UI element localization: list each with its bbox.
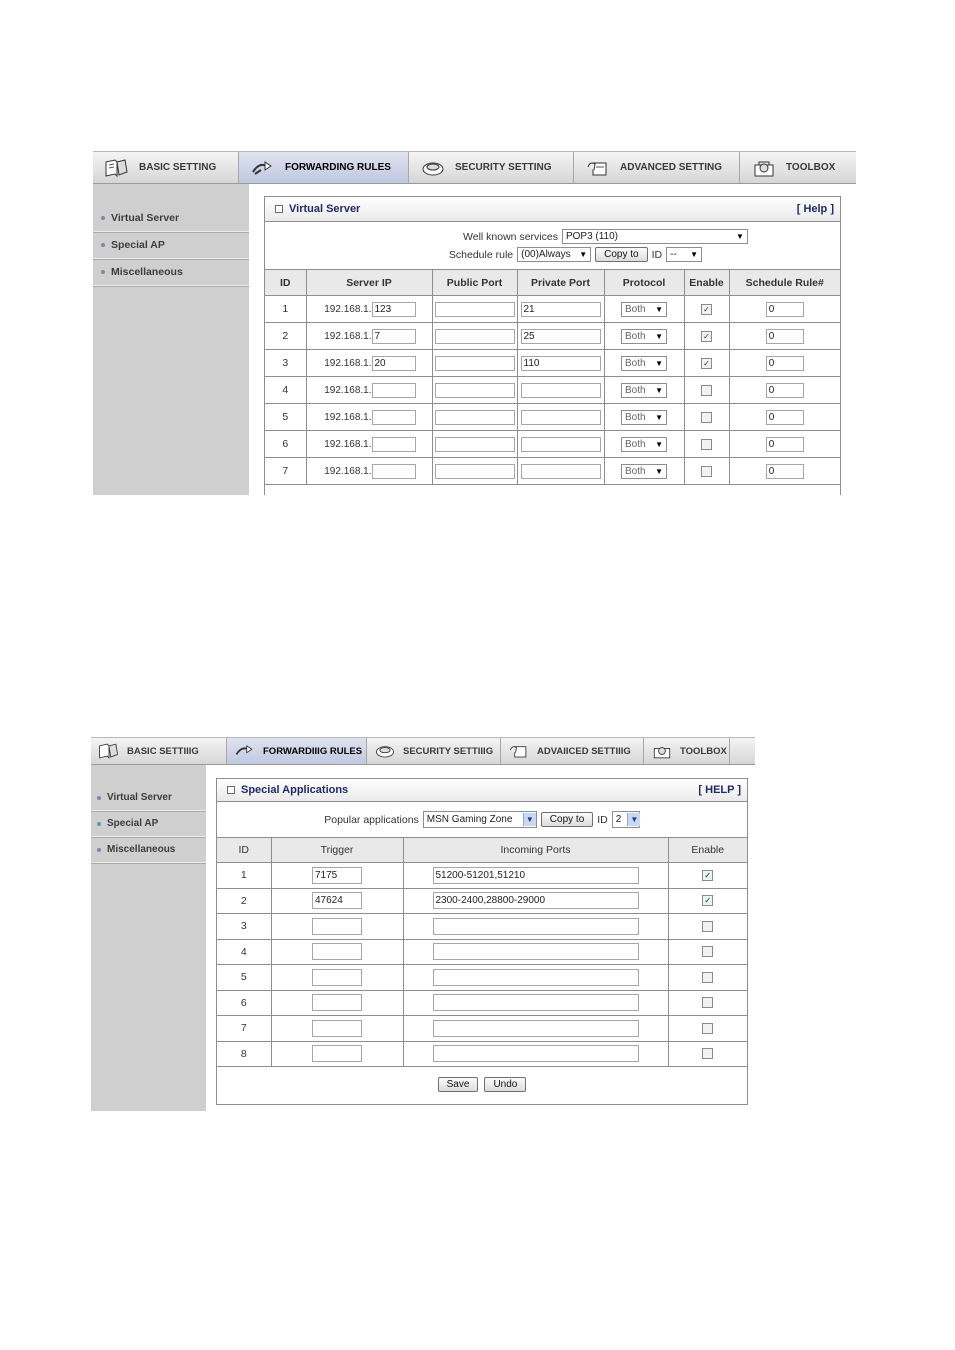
special-applications-screenshot: [91, 737, 755, 1111]
private-port-cell: [517, 296, 604, 323]
row-id: 2: [265, 323, 306, 350]
col-schedule-rule: Schedule Rule#: [729, 270, 840, 296]
row-id: 1: [217, 863, 271, 889]
enable-cell: [684, 431, 729, 458]
bullet-icon: [101, 243, 105, 247]
schedule-cell: [729, 458, 840, 485]
private-port-input[interactable]: [521, 410, 601, 425]
folder-hand-icon: [584, 158, 612, 178]
private-port-input[interactable]: 110: [521, 356, 601, 371]
trigger-cell: [271, 863, 403, 889]
book-icon: [97, 742, 121, 760]
tab-forwarding-rules[interactable]: [239, 152, 409, 183]
panel-header: [265, 197, 840, 222]
public-port-cell: [432, 458, 517, 485]
save-button[interactable]: Save: [438, 1077, 479, 1092]
protocol-cell: [604, 431, 684, 458]
enable-checkbox[interactable]: [702, 921, 713, 932]
enable-checkbox[interactable]: [701, 439, 712, 450]
server-ip-cell: [306, 377, 432, 404]
ip-prefix: 192.168.1.: [324, 330, 372, 342]
trigger-input[interactable]: [312, 994, 362, 1011]
dropdown-arrow-icon: ▼: [690, 250, 699, 259]
public-port-input[interactable]: [435, 464, 515, 479]
trigger-cell: [271, 1016, 403, 1042]
sidebar-item-special-ap[interactable]: [91, 811, 206, 837]
trigger-cell: [271, 1041, 403, 1067]
public-port-cell: [432, 296, 517, 323]
virtual-server-screenshot: [93, 151, 856, 495]
row-id: 5: [265, 404, 306, 431]
private-port-cell: [517, 377, 604, 404]
enable-checkbox[interactable]: [702, 895, 713, 906]
sidebar-item-special-ap[interactable]: [93, 232, 249, 259]
enable-cell: [668, 939, 747, 965]
panel-title-text: Virtual Server: [289, 203, 361, 215]
enable-cell: [684, 323, 729, 350]
select-value: Both: [625, 465, 646, 477]
well-known-services-select[interactable]: [562, 229, 748, 244]
tab-label: BASIC SETTIIIG: [127, 745, 199, 757]
tab-label: TOOLBOX: [680, 745, 727, 757]
dropdown-arrow-icon: ▼: [655, 412, 663, 422]
incoming-ports-cell: [403, 1016, 668, 1042]
incoming-ports-input[interactable]: [433, 1020, 639, 1037]
enable-cell: [668, 1041, 747, 1067]
tab-label: ADVANCED SETTING: [620, 162, 723, 173]
select-value: Both: [625, 357, 646, 369]
table-row: [217, 990, 747, 1016]
enable-checkbox[interactable]: [701, 304, 712, 315]
sidebar: [91, 765, 206, 1111]
schedule-cell: [729, 296, 840, 323]
row-id: 4: [217, 939, 271, 965]
server-ip-input[interactable]: [372, 437, 416, 452]
incoming-ports-input[interactable]: [433, 918, 639, 935]
enable-cell: [684, 458, 729, 485]
select-value: 2: [615, 814, 622, 825]
panel-title: [227, 784, 348, 796]
incoming-ports-cell: [403, 1041, 668, 1067]
sidebar-item-virtual-server[interactable]: [93, 205, 249, 232]
ip-prefix: 192.168.1.: [324, 357, 372, 369]
server-ip-cell: [306, 296, 432, 323]
private-port-input[interactable]: [521, 437, 601, 452]
enable-checkbox[interactable]: [701, 466, 712, 477]
enable-cell: [668, 1016, 747, 1042]
bullet-icon: [97, 822, 101, 826]
tab-toolbox[interactable]: [740, 152, 856, 183]
schedule-rule-input[interactable]: 0: [766, 329, 804, 344]
col-server-ip: Server IP: [306, 270, 432, 296]
arrow-plug-icon: [233, 742, 257, 760]
server-ip-cell: [306, 431, 432, 458]
copy-id-select[interactable]: [666, 247, 702, 262]
trigger-input[interactable]: [312, 969, 362, 986]
schedule-rule-input[interactable]: 0: [766, 410, 804, 425]
schedule-rule-input[interactable]: 0: [766, 356, 804, 371]
enable-cell: [684, 296, 729, 323]
private-port-input[interactable]: [521, 383, 601, 398]
bullet-icon: [97, 796, 101, 800]
col-protocol: Protocol: [604, 270, 684, 296]
tab-label: SECURITY SETTING: [455, 162, 552, 173]
schedule-cell: [729, 350, 840, 377]
public-port-input[interactable]: [435, 437, 515, 452]
server-ip-input[interactable]: [372, 464, 416, 479]
enable-checkbox[interactable]: [702, 972, 713, 983]
help-link[interactable]: [ HELP ]: [698, 784, 741, 796]
trigger-cell: [271, 888, 403, 914]
private-port-cell: [517, 350, 604, 377]
tab-toolbox[interactable]: [644, 738, 730, 764]
incoming-ports-cell: [403, 914, 668, 940]
protocol-select[interactable]: [621, 356, 667, 371]
square-icon: [275, 205, 283, 213]
square-icon: [227, 786, 235, 794]
select-value: Both: [625, 303, 646, 315]
trigger-cell: [271, 939, 403, 965]
gear-toolbox-icon: [750, 158, 778, 178]
incoming-ports-input[interactable]: [433, 994, 639, 1011]
dropdown-arrow-icon: ▼: [627, 813, 640, 826]
server-ip-input[interactable]: [372, 410, 416, 425]
trigger-input[interactable]: [312, 943, 362, 960]
public-port-cell: [432, 323, 517, 350]
public-port-input[interactable]: [435, 329, 515, 344]
enable-cell: [684, 377, 729, 404]
server-ip-input[interactable]: 123: [372, 302, 416, 317]
sidebar-item-label: Miscellaneous: [107, 844, 176, 855]
col-enable: Enable: [684, 270, 729, 296]
popular-apps-select[interactable]: [423, 811, 537, 828]
top-nav: [91, 737, 755, 765]
protocol-cell: [604, 458, 684, 485]
row-id: 6: [265, 431, 306, 458]
row-id: 3: [265, 350, 306, 377]
protocol-select[interactable]: [621, 437, 667, 452]
panel-header: [217, 779, 747, 802]
copy-id-select[interactable]: [612, 811, 640, 828]
public-port-cell: [432, 431, 517, 458]
protocol-cell: [604, 377, 684, 404]
private-port-cell: [517, 323, 604, 350]
tab-label: FORWARDIIIG RULES: [263, 745, 363, 757]
incoming-ports-input[interactable]: 51200-51201,51210: [433, 867, 639, 884]
protocol-cell: [604, 404, 684, 431]
table-row: [265, 377, 840, 404]
select-value: Both: [625, 438, 646, 450]
select-value: POP3 (110): [565, 231, 619, 242]
book-icon: [103, 158, 131, 178]
protocol-cell: [604, 296, 684, 323]
tab-security-setting[interactable]: [367, 738, 501, 764]
public-port-input[interactable]: [435, 302, 515, 317]
select-value: Both: [625, 330, 646, 342]
tab-label: FORWARDING RULES: [285, 162, 391, 173]
protocol-cell: [604, 350, 684, 377]
trigger-cell: [271, 990, 403, 1016]
id-label: ID: [651, 248, 663, 261]
dropdown-arrow-icon: ▼: [655, 304, 663, 314]
tab-basic-setting[interactable]: [91, 738, 227, 764]
enable-cell: [668, 888, 747, 914]
trigger-input[interactable]: [312, 918, 362, 935]
schedule-cell: [729, 377, 840, 404]
protocol-select[interactable]: [621, 464, 667, 479]
table-header-row: [217, 838, 747, 863]
trigger-input[interactable]: [312, 1045, 362, 1062]
public-port-input[interactable]: [435, 383, 515, 398]
private-port-input[interactable]: [521, 464, 601, 479]
server-ip-cell: [306, 404, 432, 431]
row-id: 5: [217, 965, 271, 991]
trigger-input[interactable]: 7175: [312, 867, 362, 884]
schedule-cell: [729, 431, 840, 458]
arrow-plug-icon: [249, 158, 277, 178]
public-port-cell: [432, 350, 517, 377]
enable-cell: [684, 404, 729, 431]
enable-cell: [668, 965, 747, 991]
table-row: [217, 1016, 747, 1042]
ip-prefix: 192.168.1.: [324, 465, 372, 477]
incoming-ports-cell: [403, 990, 668, 1016]
ip-prefix: 192.168.1.: [324, 384, 372, 396]
table-row: [265, 350, 840, 377]
table-row: [265, 431, 840, 458]
popular-apps-label: Popular applications: [324, 813, 419, 826]
protocol-cell: [604, 323, 684, 350]
virtual-server-panel: [264, 196, 841, 495]
incoming-ports-cell: [403, 965, 668, 991]
sidebar: [93, 184, 249, 495]
dropdown-arrow-icon: ▼: [655, 466, 663, 476]
enable-cell: [684, 350, 729, 377]
table-row: [265, 404, 840, 431]
undo-button[interactable]: Undo: [484, 1077, 526, 1092]
tab-forwarding-rules[interactable]: [227, 738, 367, 764]
incoming-ports-cell: [403, 888, 668, 914]
col-public-port: Public Port: [432, 270, 517, 296]
ip-prefix: 192.168.1.: [324, 303, 372, 315]
dropdown-arrow-icon: ▼: [736, 232, 744, 241]
table-row: [217, 888, 747, 914]
sidebar-item-label: Virtual Server: [107, 792, 172, 803]
tab-security-setting[interactable]: [409, 152, 574, 183]
trigger-input[interactable]: [312, 1020, 362, 1037]
popular-apps-form: [217, 802, 747, 838]
folder-hand-icon: [507, 742, 531, 760]
bullet-icon: [97, 848, 101, 852]
special-applications-table: [217, 838, 747, 1067]
server-ip-cell: [306, 350, 432, 377]
tab-basic-setting[interactable]: [93, 152, 239, 183]
enable-cell: [668, 990, 747, 1016]
row-id: 6: [217, 990, 271, 1016]
trigger-cell: [271, 965, 403, 991]
public-port-cell: [432, 404, 517, 431]
public-port-input[interactable]: [435, 410, 515, 425]
public-port-cell: [432, 377, 517, 404]
table-row: [265, 296, 840, 323]
server-ip-cell: [306, 458, 432, 485]
dropdown-arrow-icon: ▼: [579, 250, 588, 259]
bullet-icon: [101, 270, 105, 274]
enable-checkbox[interactable]: [702, 870, 713, 881]
trigger-input[interactable]: 47624: [312, 892, 362, 909]
col-trigger: Trigger: [271, 838, 403, 863]
sidebar-item-label: Special AP: [111, 239, 165, 251]
incoming-ports-cell: [403, 863, 668, 889]
tab-label: SECURITY SETTIIIG: [403, 745, 494, 757]
schedule-cell: [729, 404, 840, 431]
enable-checkbox[interactable]: [701, 358, 712, 369]
table-row: [217, 863, 747, 889]
row-id: 1: [265, 296, 306, 323]
enable-cell: [668, 914, 747, 940]
enable-cell: [668, 863, 747, 889]
schedule-rule-input[interactable]: 0: [766, 302, 804, 317]
virtual-server-table: [265, 270, 840, 485]
protocol-select[interactable]: [621, 329, 667, 344]
protocol-select[interactable]: [621, 302, 667, 317]
schedule-rule-select[interactable]: [517, 247, 591, 262]
top-nav: [93, 151, 856, 184]
dropdown-arrow-icon: ▼: [655, 358, 663, 368]
table-row: [217, 965, 747, 991]
enable-checkbox[interactable]: [701, 331, 712, 342]
schedule-cell: [729, 323, 840, 350]
select-value: (00)Always: [521, 249, 571, 260]
enable-checkbox[interactable]: [702, 1048, 713, 1059]
tab-label: BASIC SETTING: [139, 162, 217, 173]
schedule-rule-input[interactable]: 0: [766, 437, 804, 452]
panel-title-text: Special Applications: [241, 784, 349, 796]
tab-label: TOOLBOX: [786, 162, 836, 173]
sidebar-item-miscellaneous[interactable]: [91, 837, 206, 863]
incoming-ports-input[interactable]: [433, 943, 639, 960]
select-value: --: [670, 249, 677, 260]
incoming-ports-cell: [403, 939, 668, 965]
private-port-input[interactable]: 25: [521, 329, 601, 344]
well-known-label: Well known services: [463, 230, 558, 243]
enable-checkbox[interactable]: [701, 412, 712, 423]
private-port-cell: [517, 431, 604, 458]
table-header-row: [265, 270, 840, 296]
sidebar-item-virtual-server[interactable]: [91, 785, 206, 811]
panel-title: [275, 203, 360, 215]
dropdown-arrow-icon: ▼: [655, 439, 663, 449]
table-row: [265, 323, 840, 350]
ip-prefix: 192.168.1.: [324, 411, 372, 423]
row-id: 7: [217, 1016, 271, 1042]
row-id: 8: [217, 1041, 271, 1067]
enable-checkbox[interactable]: [702, 997, 713, 1008]
special-applications-panel: [216, 778, 748, 1105]
ip-prefix: 192.168.1.: [324, 438, 372, 450]
schedule-rule-input[interactable]: 0: [766, 464, 804, 479]
protocol-select[interactable]: [621, 383, 667, 398]
col-id: ID: [217, 838, 271, 863]
shield-disc-icon: [373, 742, 397, 760]
select-value: MSN Gaming Zone: [426, 814, 513, 825]
service-form: [265, 222, 840, 270]
trigger-cell: [271, 914, 403, 940]
protocol-select[interactable]: [621, 410, 667, 425]
dropdown-arrow-icon: ▼: [523, 813, 536, 826]
schedule-rule-label: Schedule rule: [448, 248, 514, 261]
tab-advanced-setting[interactable]: [501, 738, 644, 764]
row-id: 7: [265, 458, 306, 485]
sidebar-item-label: Miscellaneous: [111, 266, 183, 278]
dropdown-arrow-icon: ▼: [655, 385, 663, 395]
table-row: [217, 939, 747, 965]
bullet-icon: [101, 216, 105, 220]
table-row: [217, 1041, 747, 1067]
col-incoming-ports: Incoming Ports: [403, 838, 668, 863]
id-label: ID: [597, 813, 608, 826]
tab-advanced-setting[interactable]: [574, 152, 740, 183]
private-port-input[interactable]: 21: [521, 302, 601, 317]
select-value: Both: [625, 411, 646, 423]
private-port-cell: [517, 404, 604, 431]
row-id: 3: [217, 914, 271, 940]
row-id: 4: [265, 377, 306, 404]
col-id: ID: [265, 270, 306, 296]
form-footer: [217, 1067, 747, 1101]
shield-disc-icon: [419, 158, 447, 178]
public-port-input[interactable]: [435, 356, 515, 371]
server-ip-input[interactable]: 20: [372, 356, 416, 371]
enable-checkbox[interactable]: [701, 385, 712, 396]
incoming-ports-input[interactable]: [433, 969, 639, 986]
enable-checkbox[interactable]: [702, 1023, 713, 1034]
sidebar-item-label: Virtual Server: [111, 212, 180, 224]
help-link[interactable]: [ Help ]: [796, 203, 834, 215]
sidebar-item-label: Special AP: [107, 818, 159, 829]
select-value: Both: [625, 384, 646, 396]
schedule-rule-input[interactable]: 0: [766, 383, 804, 398]
table-row: [217, 914, 747, 940]
gear-toolbox-icon: [650, 742, 674, 760]
incoming-ports-input[interactable]: 2300-2400,28800-29000: [433, 892, 639, 909]
copy-to-button[interactable]: Copy to: [541, 812, 593, 827]
server-ip-input[interactable]: 7: [372, 329, 416, 344]
copy-to-button[interactable]: Copy to: [595, 247, 647, 262]
tab-label: ADVAIICED SETTIIIG: [537, 745, 631, 757]
dropdown-arrow-icon: ▼: [655, 331, 663, 341]
server-ip-input[interactable]: [372, 383, 416, 398]
col-enable: Enable: [668, 838, 747, 863]
row-id: 2: [217, 888, 271, 914]
server-ip-cell: [306, 323, 432, 350]
private-port-cell: [517, 458, 604, 485]
enable-checkbox[interactable]: [702, 946, 713, 957]
incoming-ports-input[interactable]: [433, 1045, 639, 1062]
col-private-port: Private Port: [517, 270, 604, 296]
sidebar-item-miscellaneous[interactable]: [93, 259, 249, 286]
table-row: [265, 458, 840, 485]
